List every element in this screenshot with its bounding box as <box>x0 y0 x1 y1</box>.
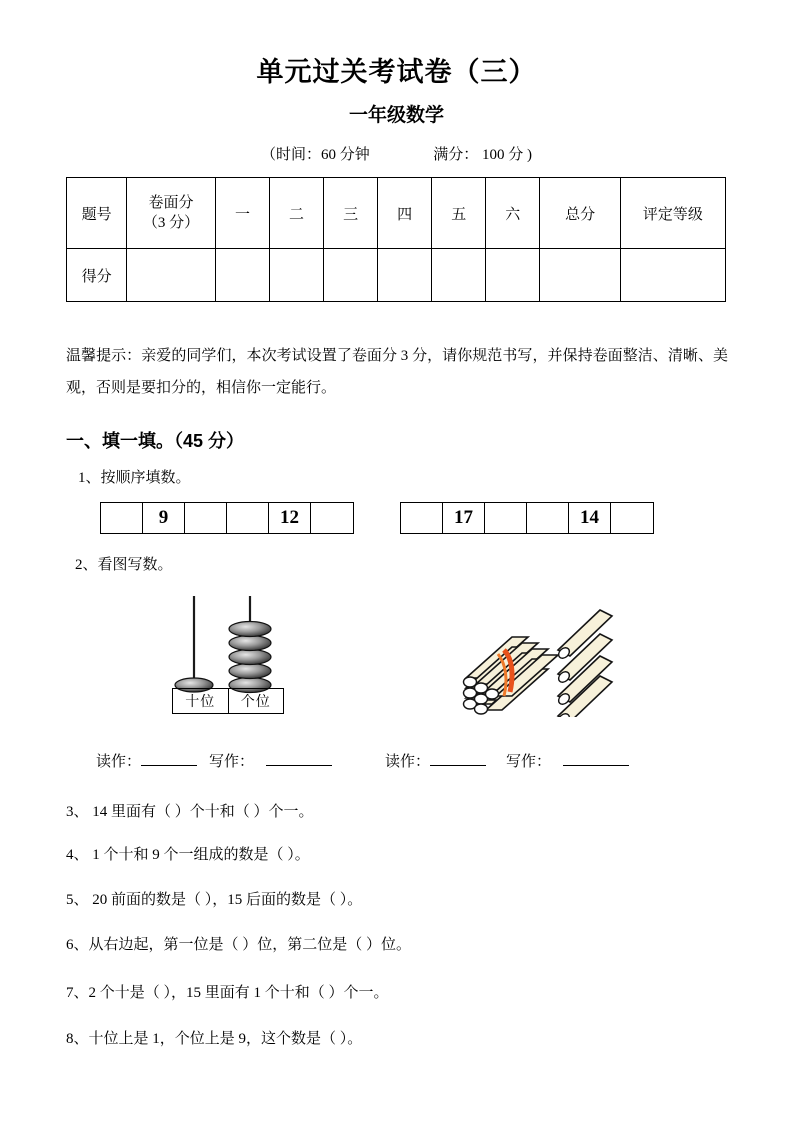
question-4-text: 4、 1 个十和 9 个一组成的数是（ ）。 <box>66 847 310 863</box>
question-6-text: 6、从右边起，第一位是（ ）位，第二位是（ ）位。 <box>66 937 412 953</box>
read-write-blanks-right <box>385 750 629 771</box>
seq-a-cell-3[interactable] <box>185 503 227 533</box>
header-grade: 评定等级 <box>620 178 725 249</box>
counting-sticks-illustration <box>440 592 655 717</box>
write-label-left: 写作： <box>209 754 255 770</box>
seq-a-cell-1[interactable] <box>101 503 143 533</box>
header-question-number: 题号 <box>67 178 127 249</box>
header-section-5: 五 <box>432 178 486 249</box>
header-section-2: 二 <box>269 178 323 249</box>
header-section-1: 一 <box>215 178 269 249</box>
seq-b-cell-6[interactable] <box>611 503 653 533</box>
seq-a-cell-6[interactable] <box>311 503 353 533</box>
place-value-label-box <box>172 688 284 714</box>
row-label-score: 得分 <box>67 249 127 302</box>
score-cell-paper[interactable] <box>127 249 216 302</box>
header-section-6: 六 <box>486 178 540 249</box>
table-row-score <box>67 249 726 302</box>
seq-b-cell-5[interactable]: 14 <box>569 503 611 533</box>
header-section-4: 四 <box>378 178 432 249</box>
read-label-left: 读作： <box>96 754 142 770</box>
question-5-text: 5、 20 前面的数是（ ），15 后面的数是（ ）。 <box>66 892 363 908</box>
exam-time-label: （时间：60 分钟 <box>260 147 370 163</box>
tens-place-label: 十位 <box>173 689 229 713</box>
seq-b-cell-3[interactable] <box>485 503 527 533</box>
score-cell-1[interactable] <box>215 249 269 302</box>
question-1-text: 1、按顺序填数。 <box>78 470 191 486</box>
exam-meta-line <box>0 143 793 164</box>
score-cell-4[interactable] <box>378 249 432 302</box>
score-cell-grade[interactable] <box>620 249 725 302</box>
paper-score-bottom: （3 分） <box>142 215 200 231</box>
header-section-3: 三 <box>324 178 378 249</box>
write-blank-left[interactable] <box>266 751 332 766</box>
seq-a-cell-5[interactable]: 12 <box>269 503 311 533</box>
number-sequence-b <box>400 502 654 534</box>
header-total-score: 总分 <box>540 178 621 249</box>
seq-b-cell-2[interactable]: 17 <box>443 503 485 533</box>
seq-b-cell-4[interactable] <box>527 503 569 533</box>
score-cell-total[interactable] <box>540 249 621 302</box>
question-8-text: 8、十位上是 1，个位上是 9，这个数是（ ）。 <box>66 1031 363 1047</box>
score-cell-5[interactable] <box>432 249 486 302</box>
question-7-text: 7、2 个十是（ ），15 里面有 1 个十和（ ）个一。 <box>66 985 389 1001</box>
read-write-blanks-left <box>96 750 332 771</box>
header-paper-score <box>127 178 216 249</box>
read-label-right: 读作： <box>385 754 431 770</box>
paper-score-top: 卷面分 <box>148 194 194 211</box>
write-label-right: 写作： <box>506 754 552 770</box>
seq-a-cell-4[interactable] <box>227 503 269 533</box>
page-subtitle: 一年级数学 <box>348 105 444 126</box>
read-blank-right[interactable] <box>430 751 486 766</box>
ones-place-label: 个位 <box>240 695 271 710</box>
question-3-text: 3、 14 里面有（ ）个十和（ ）个一。 <box>66 804 314 820</box>
score-table <box>66 177 726 302</box>
table-row-header <box>67 178 726 249</box>
seq-a-cell-2[interactable]: 9 <box>143 503 185 533</box>
seq-b-cell-1[interactable] <box>401 503 443 533</box>
section-one-heading: 一、填一填。（45 分） <box>66 431 245 451</box>
score-cell-3[interactable] <box>324 249 378 302</box>
warm-tip-text: 温馨提示：亲爱的同学们，本次考试设置了卷面分 3 分，请你规范书写，并保持卷面整洁、清晰、美观，否则是要扣分的，相信你一定能行。 <box>66 348 728 396</box>
counting-sticks-svg <box>440 592 655 717</box>
exam-full-score-label: 满分： 100 分 ) <box>433 147 532 163</box>
score-cell-2[interactable] <box>269 249 323 302</box>
question-2-text: 2、看图写数。 <box>75 557 173 573</box>
page-title: 单元过关考试卷（三） <box>256 57 537 87</box>
number-sequence-a <box>100 502 354 534</box>
read-blank-left[interactable] <box>141 751 197 766</box>
score-cell-6[interactable] <box>486 249 540 302</box>
write-blank-right[interactable] <box>563 751 629 766</box>
